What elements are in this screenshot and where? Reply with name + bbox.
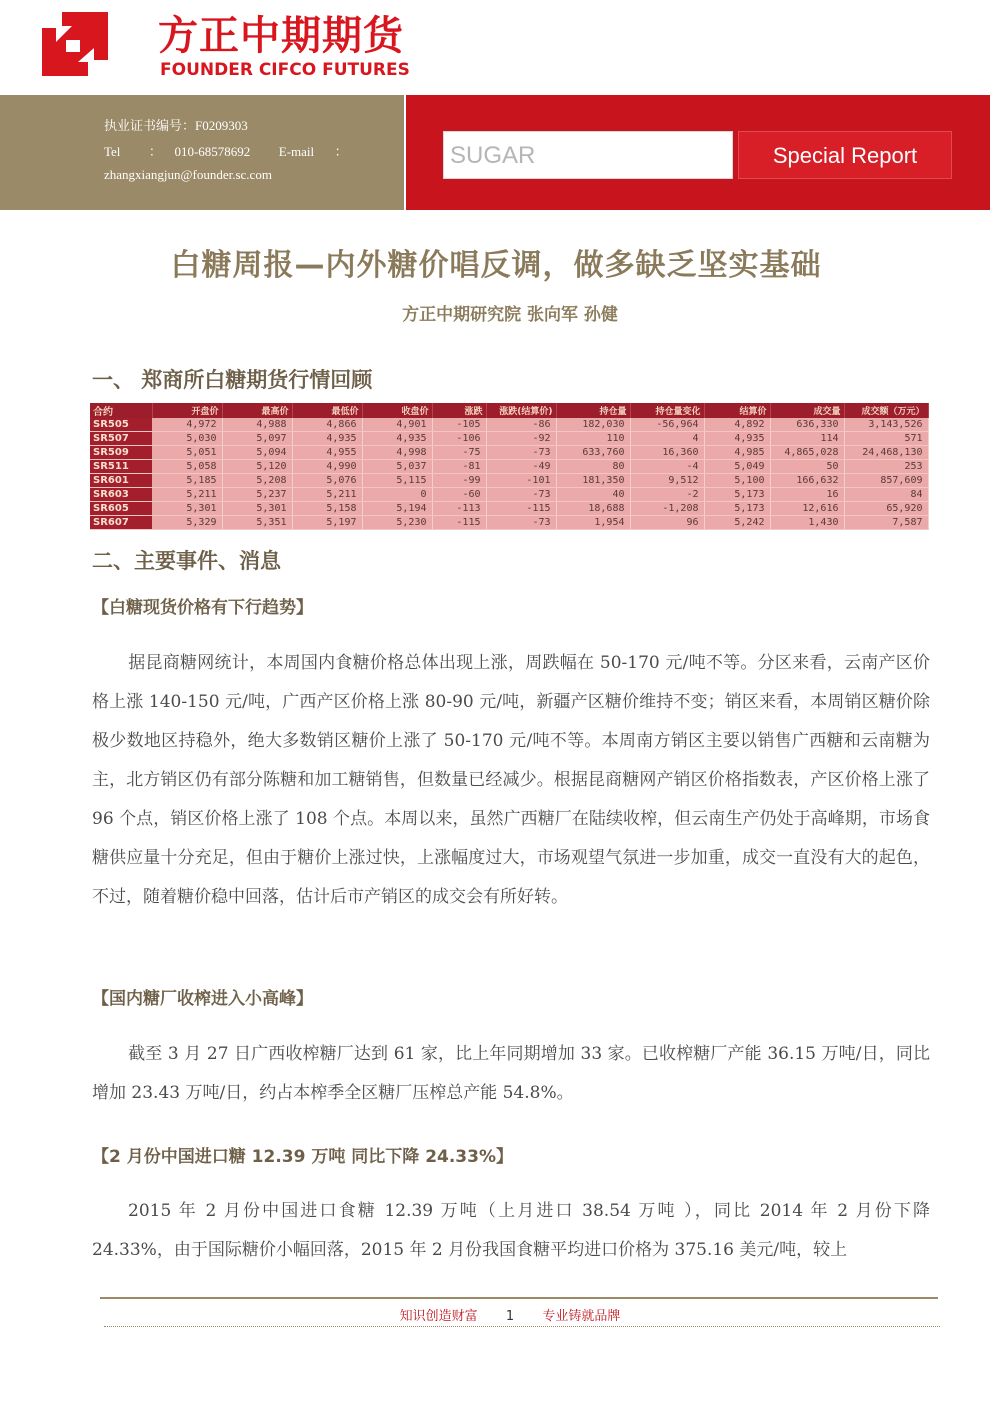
table-cell: 5,120 bbox=[222, 460, 292, 474]
table-cell: 4,988 bbox=[222, 418, 292, 432]
table-cell: 4,972 bbox=[152, 418, 222, 432]
report-authors: 方正中期研究院 张向军 孙健 bbox=[402, 305, 618, 325]
table-cell: -101 bbox=[486, 474, 556, 488]
column-header: 涨跌(结算价) bbox=[486, 403, 556, 418]
table-cell: 5,051 bbox=[152, 446, 222, 460]
table-cell: 5,049 bbox=[704, 460, 770, 474]
table-cell: 80 bbox=[556, 460, 630, 474]
column-header: 合约 bbox=[90, 403, 152, 418]
table-cell: 5,097 bbox=[222, 432, 292, 446]
column-header: 成交额（万元） bbox=[844, 403, 928, 418]
table-cell: -105 bbox=[432, 418, 486, 432]
tel-colon: ： bbox=[148, 144, 162, 159]
contract-cell: SR507 bbox=[90, 432, 152, 446]
column-header: 持仓量 bbox=[556, 403, 630, 418]
table-cell: 5,230 bbox=[362, 516, 432, 530]
table-cell: 5,301 bbox=[152, 502, 222, 516]
table-cell: -113 bbox=[432, 502, 486, 516]
table-cell: 5,037 bbox=[362, 460, 432, 474]
paragraph-imports bbox=[92, 1192, 930, 1270]
table-cell: 16,360 bbox=[630, 446, 704, 460]
table-cell: 5,237 bbox=[222, 488, 292, 502]
table-header-row bbox=[90, 403, 928, 418]
table-cell: 5,100 bbox=[704, 474, 770, 488]
table-cell: 40 bbox=[556, 488, 630, 502]
paragraph-mill-closing-text: 截至 3 月 27 日广西收榨糖厂达到 61 家，比上年同期增加 33 家。已收榨糖厂产能 36.15 万吨/日，同比增加 23.43 万吨/日，约占本榨季全区糖厂压榨总产能 54.8%。 bbox=[92, 1044, 930, 1103]
tel-label: Tel bbox=[104, 144, 121, 159]
footer-dotted-line bbox=[104, 1326, 940, 1327]
table-cell: 3,143,526 bbox=[844, 418, 928, 432]
table-cell: 4,865,028 bbox=[770, 446, 844, 460]
subheading-imports: 【2 月份中国进口糖 12.39 万吨 同比下降 24.33%】 bbox=[92, 1147, 513, 1167]
paragraph-imports-text: 2015 年 2 月份中国进口食糖 12.39 万吨（上月进口 38.54 万吨 ），同比 2014 年 2 月份下降 24.33%，由于国际糖价小幅回落，2015 年 2 月份我国食糖平均进口价格为 375.16 美元/吨，较上 bbox=[92, 1201, 930, 1260]
table-cell: 4,892 bbox=[704, 418, 770, 432]
table-cell: 4,935 bbox=[704, 432, 770, 446]
table-cell: -106 bbox=[432, 432, 486, 446]
table-cell: -2 bbox=[630, 488, 704, 502]
table-cell: 5,301 bbox=[222, 502, 292, 516]
table-cell: 1,954 bbox=[556, 516, 630, 530]
table-cell: 4,955 bbox=[292, 446, 362, 460]
table-cell: -115 bbox=[486, 502, 556, 516]
table-cell: 5,351 bbox=[222, 516, 292, 530]
tel-number: 010-68578692 bbox=[174, 144, 251, 159]
table-cell: 4,985 bbox=[704, 446, 770, 460]
logo-mark-icon bbox=[40, 10, 110, 78]
table-cell: 5,076 bbox=[292, 474, 362, 488]
table-cell: 24,468,130 bbox=[844, 446, 928, 460]
table-cell: 96 bbox=[630, 516, 704, 530]
contract-cell: SR605 bbox=[90, 502, 152, 516]
table-cell: 5,158 bbox=[292, 502, 362, 516]
section-1-heading: 一、 郑商所白糖期货行情回顾 bbox=[92, 368, 373, 392]
table-cell: 4,935 bbox=[292, 432, 362, 446]
email-colon: ： bbox=[334, 144, 348, 159]
table-cell: 5,094 bbox=[222, 446, 292, 460]
table-cell: 571 bbox=[844, 432, 928, 446]
product-label: SUGAR bbox=[450, 142, 536, 169]
table-cell: 9,512 bbox=[630, 474, 704, 488]
section-2-heading: 二、主要事件、消息 bbox=[92, 549, 281, 573]
table-cell: 5,058 bbox=[152, 460, 222, 474]
email-address: zhangxiangjun@founder.sc.com bbox=[104, 167, 272, 182]
table-cell: -73 bbox=[486, 516, 556, 530]
table-cell: -86 bbox=[486, 418, 556, 432]
table-cell: 5,030 bbox=[152, 432, 222, 446]
table-cell: -4 bbox=[630, 460, 704, 474]
table-row bbox=[90, 488, 928, 502]
table-row bbox=[90, 418, 928, 432]
table-row bbox=[90, 446, 928, 460]
table-cell: 110 bbox=[556, 432, 630, 446]
logo-english-name: FOUNDER CIFCO FUTURES bbox=[160, 60, 410, 80]
table-cell: 182,030 bbox=[556, 418, 630, 432]
table-cell: 5,115 bbox=[362, 474, 432, 488]
contract-cell: SR603 bbox=[90, 488, 152, 502]
table-cell: 4,998 bbox=[362, 446, 432, 460]
table-cell: 5,173 bbox=[704, 488, 770, 502]
column-header: 开盘价 bbox=[152, 403, 222, 418]
table-cell: -56,964 bbox=[630, 418, 704, 432]
contract-cell: SR505 bbox=[90, 418, 152, 432]
subheading-spot-price: 【白糖现货价格有下行趋势】 bbox=[92, 598, 313, 618]
table-cell: 18,688 bbox=[556, 502, 630, 516]
column-header: 涨跌 bbox=[432, 403, 486, 418]
table-cell: 5,211 bbox=[152, 488, 222, 502]
table-cell: 5,194 bbox=[362, 502, 432, 516]
table-cell: 4,990 bbox=[292, 460, 362, 474]
table-cell: 636,330 bbox=[770, 418, 844, 432]
table-cell: -99 bbox=[432, 474, 486, 488]
table-cell: 4,935 bbox=[362, 432, 432, 446]
table-cell: -75 bbox=[432, 446, 486, 460]
table-cell: -73 bbox=[486, 446, 556, 460]
table-row bbox=[90, 474, 928, 488]
company-logo bbox=[40, 10, 410, 85]
table-cell: -73 bbox=[486, 488, 556, 502]
column-header: 最低价 bbox=[292, 403, 362, 418]
table-cell: -60 bbox=[432, 488, 486, 502]
table-cell: 7,587 bbox=[844, 516, 928, 530]
license-number: 执业证书编号：F0209303 bbox=[104, 118, 248, 133]
table-cell: 1,430 bbox=[770, 516, 844, 530]
contract-cell: SR509 bbox=[90, 446, 152, 460]
table-cell: 253 bbox=[844, 460, 928, 474]
table-cell: 5,211 bbox=[292, 488, 362, 502]
table-cell: 5,208 bbox=[222, 474, 292, 488]
footer-divider bbox=[100, 1297, 938, 1299]
table-cell: -1,208 bbox=[630, 502, 704, 516]
footer-slogan-left: 知识创造财富 bbox=[399, 1309, 478, 1324]
report-title: 白糖周报—内外糖价唱反调，做多缺乏坚实基础 bbox=[170, 248, 822, 283]
table-cell: 166,632 bbox=[770, 474, 844, 488]
table-cell: 84 bbox=[844, 488, 928, 502]
paragraph-mill-closing bbox=[92, 1035, 930, 1113]
column-header: 收盘价 bbox=[362, 403, 432, 418]
table-cell: 65,920 bbox=[844, 502, 928, 516]
tel-line bbox=[104, 141, 348, 160]
table-cell: 633,760 bbox=[556, 446, 630, 460]
column-header: 成交量 bbox=[770, 403, 844, 418]
logo-chinese-name: 方正中期期货 bbox=[158, 13, 404, 59]
table-cell: -81 bbox=[432, 460, 486, 474]
table-cell: 5,329 bbox=[152, 516, 222, 530]
table-cell: 4 bbox=[630, 432, 704, 446]
table-cell: -115 bbox=[432, 516, 486, 530]
contract-cell: SR511 bbox=[90, 460, 152, 474]
table-cell: 4,866 bbox=[292, 418, 362, 432]
contract-cell: SR601 bbox=[90, 474, 152, 488]
paragraph-spot-price-text: 据昆商糖网统计，本周国内食糖价格总体出现上涨，周跌幅在 50-170 元/吨不等。分区来看，云南产区价格上涨 140-150 元/吨，广西产区价格上涨 80-90 元/吨，新疆产区糖价维持不变；销区来看，本周销区糖价除极少数地区持稳外，绝大多数销区糖价上涨了 50-170 元/吨不等。本周南方销区主要以销售广西糖和云南糖为主，北方销区仍有部分陈糖和加工糖销售，但数量已经减少。根据昆商糖网产销区价格指数表，产区价格上涨了 96 个点，销区价格上涨了 108 个点。本周以来，虽然广西糖厂在陆续收榨，但云南生产仍处于高峰期，市场食糖供应量十分充足，但由于糖价上涨过快，上涨幅度过大，市场观望气氛进一步加重，成交一直没有大的起色，不过，随着糖价稳中回落，估计后市产销区的成交会有所好转。 bbox=[92, 653, 930, 907]
table-cell: 0 bbox=[362, 488, 432, 502]
table-cell: 5,173 bbox=[704, 502, 770, 516]
report-type-box bbox=[738, 131, 952, 179]
table-row bbox=[90, 516, 928, 530]
table-cell: 114 bbox=[770, 432, 844, 446]
column-header: 最高价 bbox=[222, 403, 292, 418]
table-cell: 50 bbox=[770, 460, 844, 474]
table-cell: 12,616 bbox=[770, 502, 844, 516]
table-cell: 4,901 bbox=[362, 418, 432, 432]
table-row bbox=[90, 460, 928, 474]
table-row bbox=[90, 432, 928, 446]
table-cell: 5,185 bbox=[152, 474, 222, 488]
contract-cell: SR607 bbox=[90, 516, 152, 530]
footer-slogan-right: 专业铸就品牌 bbox=[542, 1309, 621, 1324]
table-cell: -92 bbox=[486, 432, 556, 446]
column-header: 持仓量变化 bbox=[630, 403, 704, 418]
page-number: 1 bbox=[505, 1309, 515, 1324]
report-type-label: Special Report bbox=[772, 143, 918, 168]
paragraph-spot-price bbox=[92, 644, 930, 917]
email-label: E-mail bbox=[278, 144, 315, 159]
column-header: 结算价 bbox=[704, 403, 770, 418]
futures-quotes-table bbox=[90, 403, 929, 530]
table-cell: -49 bbox=[486, 460, 556, 474]
table-row bbox=[90, 502, 928, 516]
table-cell: 5,242 bbox=[704, 516, 770, 530]
table-cell: 16 bbox=[770, 488, 844, 502]
product-box bbox=[443, 131, 733, 179]
table-cell: 5,197 bbox=[292, 516, 362, 530]
table-cell: 181,350 bbox=[556, 474, 630, 488]
page-footer bbox=[0, 1305, 992, 1324]
subheading-mill-closing: 【国内糖厂收榨进入小高峰】 bbox=[92, 989, 313, 1009]
table-cell: 857,609 bbox=[844, 474, 928, 488]
